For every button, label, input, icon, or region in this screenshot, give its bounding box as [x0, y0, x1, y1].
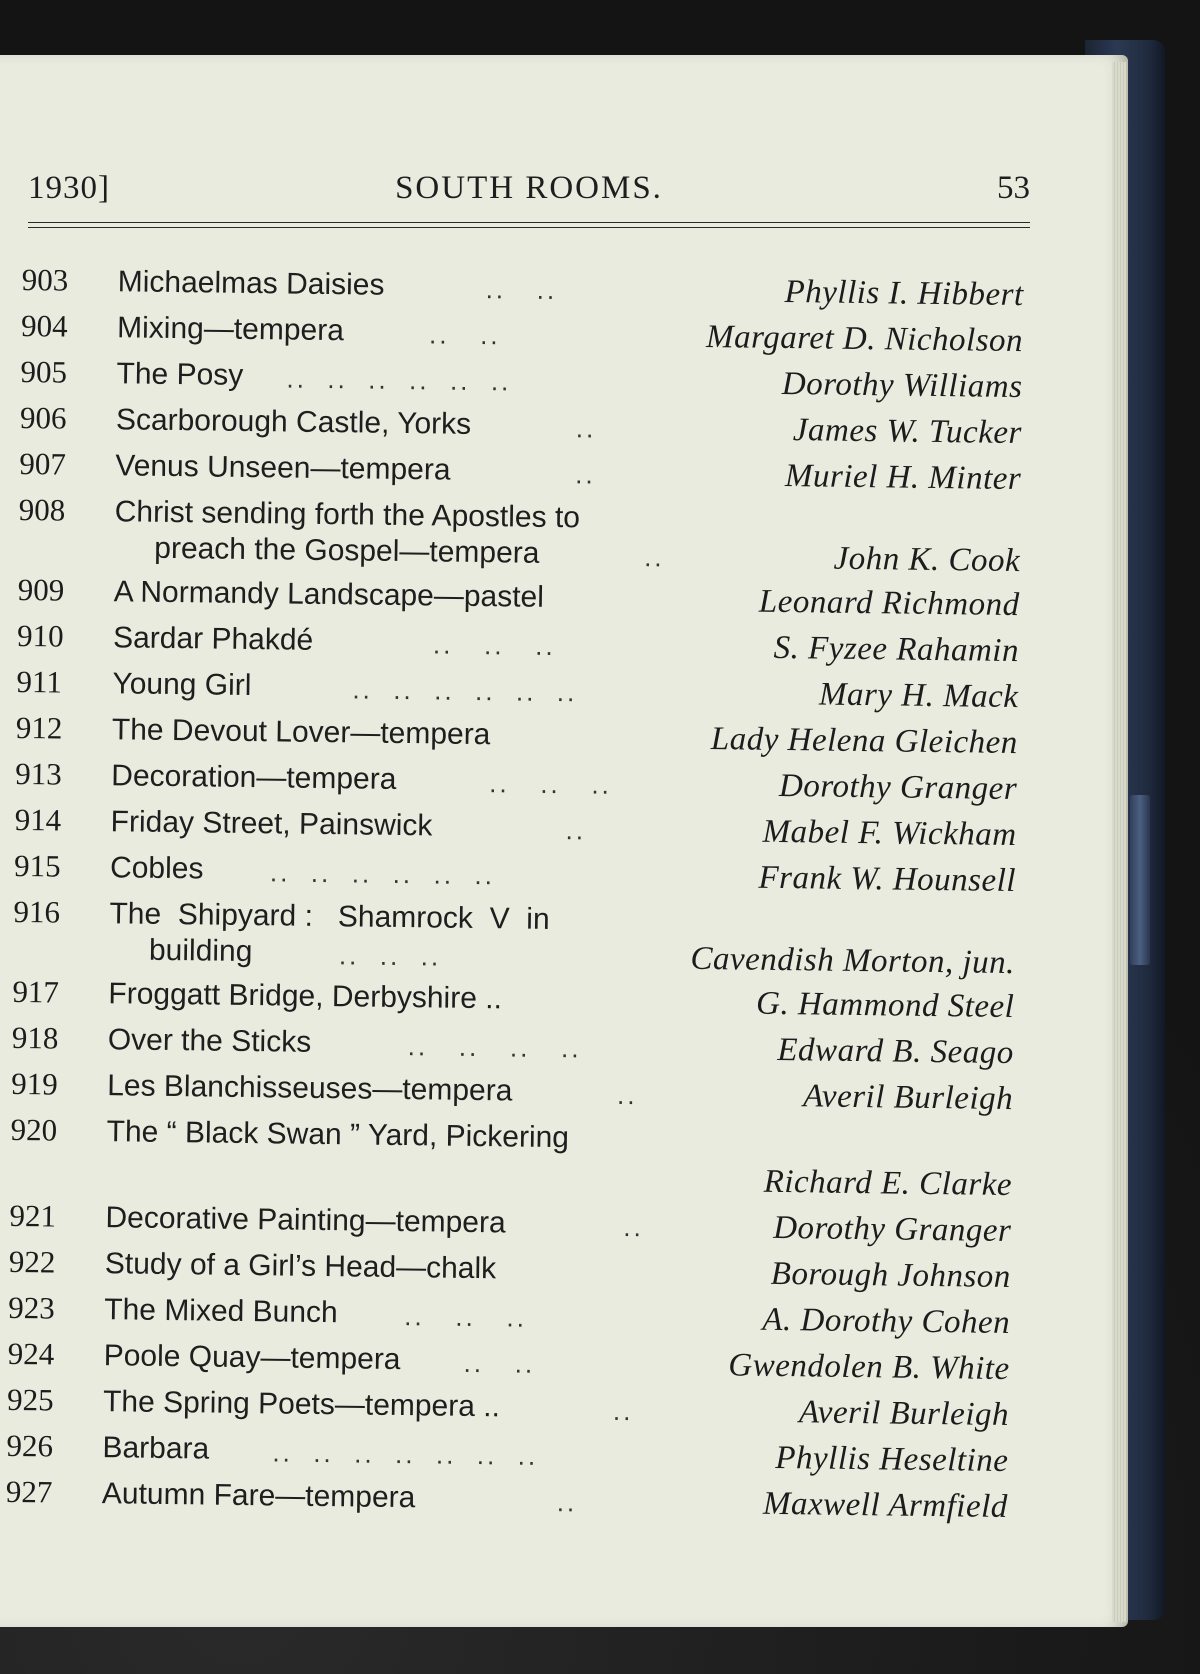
page-number: 53 [997, 170, 1030, 206]
entry-number: 922 [8, 1243, 56, 1280]
leader-dots: .. [643, 542, 665, 573]
entry-number: 905 [20, 353, 68, 390]
section-title: SOUTH ROOMS. [395, 170, 663, 206]
entry-number: 908 [18, 491, 66, 528]
leader-dots: .. [623, 1211, 645, 1243]
entry-title: Froggatt Bridge, Derbyshire .. [108, 977, 503, 1016]
entry-title: Sardar Phakdé [112, 621, 314, 657]
entry-number: 911 [16, 663, 63, 700]
entry-title: Friday Street, Painswick [110, 805, 433, 843]
entry-title: Christ sending forth the Apostles to [114, 495, 581, 535]
entry-artist: Cavendish Morton, jun. [690, 940, 1016, 982]
entry-artist: Dorothy Granger [772, 1209, 1012, 1250]
entry-title: Autumn Fare—tempera [101, 1477, 416, 1515]
entry-title: The Posy [116, 357, 244, 392]
entry-number: 927 [5, 1473, 53, 1510]
leader-dots: .. [565, 815, 587, 846]
entry-title: Decoration—tempera [111, 759, 397, 796]
entry-artist: S. Fyzee Rahamin [773, 629, 1020, 670]
entry-title: Mixing—tempera [116, 311, 345, 348]
leader-dots: .. .. [485, 274, 558, 306]
entry-number: 923 [8, 1289, 56, 1326]
entry-number: 918 [11, 1019, 59, 1056]
entry-title: Decorative Painting—tempera [105, 1201, 506, 1240]
entry-title: The “ Black Swan ” Yard, Pickering [106, 1115, 570, 1155]
entry-number: 906 [19, 399, 67, 436]
leader-dots: .. [575, 413, 597, 444]
header-year: 1930] [28, 170, 110, 206]
header-rule [28, 222, 1030, 228]
entry-title: The Spring Poets—tempera .. [102, 1385, 501, 1424]
entry-number: 913 [15, 755, 63, 792]
catalogue-list [6, 262, 1042, 1533]
entry-title: Scarborough Castle, Yorks [115, 403, 472, 441]
leader-dots: .. .. .. .. .. .. [286, 363, 512, 397]
page-header [28, 170, 1030, 216]
entry-title: The Mixed Bunch [104, 1293, 338, 1330]
entry-title: Study of a Girl’s Head—chalk [104, 1247, 497, 1286]
entry-artist: Averil Burleigh [802, 1078, 1014, 1118]
entry-number: 914 [14, 801, 62, 838]
entry-artist: Muriel H. Minter [784, 458, 1022, 498]
entry-artist: Dorothy Granger [778, 767, 1018, 808]
entry-number: 916 [13, 893, 61, 930]
leader-dots: .. .. [463, 1347, 536, 1379]
entry-artist: James W. Tucker [792, 412, 1023, 452]
entry-artist: Margaret D. Nicholson [705, 318, 1024, 360]
entry-artist: Phyllis I. Hibbert [784, 273, 1024, 314]
entry-artist: G. Hammond Steel [755, 985, 1015, 1026]
leader-dots: .. .. .. .. [407, 1031, 582, 1064]
entry-title: Venus Unseen—tempera [115, 449, 451, 487]
entry-number: 912 [15, 709, 63, 746]
entry-number: 904 [20, 307, 68, 344]
page-edges [1112, 62, 1126, 1622]
leader-dots: .. .. .. [489, 768, 613, 800]
entry-title: The Devout Lover—tempera [111, 713, 491, 752]
entry-number: 925 [6, 1381, 54, 1418]
entry-number: 920 [10, 1111, 58, 1148]
entry-number: 903 [21, 262, 69, 298]
entry-artist: Richard E. Clarke [763, 1163, 1013, 1204]
entry-title-continued: preach the Gospel—tempera [154, 531, 540, 570]
entry-number: 926 [6, 1427, 54, 1464]
entry-title: Michaelmas Daisies [117, 265, 385, 302]
bookmark-ribbon [1130, 795, 1150, 965]
entry-title: Young Girl [112, 667, 252, 703]
entry-title: Cobles [109, 851, 204, 886]
entry-number: 910 [16, 617, 64, 654]
entry-number: 924 [7, 1335, 55, 1372]
leader-dots: .. .. .. .. .. .. [352, 674, 578, 708]
entry-number: 917 [12, 973, 60, 1010]
leader-dots: .. .. .. .. .. .. .. [272, 1437, 539, 1471]
leader-dots: .. [575, 459, 596, 490]
leader-dots: .. .. .. [432, 629, 556, 662]
entry-artist: Gwendolen B. White [728, 1347, 1010, 1388]
entry-artist: Maxwell Armfield [762, 1485, 1009, 1526]
leader-dots: .. [616, 1079, 638, 1111]
leader-dots: .. [612, 1395, 634, 1427]
entry-artist: Mabel F. Wickham [762, 813, 1017, 854]
entry-title: Barbara [102, 1431, 210, 1466]
catalogue-entry [18, 492, 1039, 585]
catalogue-entry [10, 1112, 1031, 1211]
entry-artist: Frank W. Hounsell [758, 859, 1017, 900]
entry-number: 907 [19, 445, 67, 482]
catalogue-entry [13, 894, 1034, 987]
leader-dots: .. .. .. [404, 1301, 528, 1333]
leader-dots: .. .. .. .. .. .. [269, 857, 496, 891]
entry-artist: Leonard Richmond [758, 583, 1020, 624]
entry-title: A Normandy Landscape—pastel [113, 575, 545, 614]
entry-artist: Phyllis Heseltine [775, 1439, 1009, 1480]
entry-artist: John K. Cook [833, 540, 1021, 580]
entry-title: The Shipyard : Shamrock V in [109, 897, 550, 936]
leader-dots: .. .. [428, 319, 501, 351]
entry-number: 915 [13, 847, 61, 884]
entry-artist: Edward B. Seago [777, 1031, 1014, 1072]
entry-title: Over the Sticks [107, 1023, 312, 1059]
entry-artist: Lady Helena Gleichen [710, 721, 1019, 762]
entry-number: 921 [9, 1197, 57, 1234]
entry-number: 909 [17, 571, 65, 608]
entry-title-continued: building [148, 933, 253, 969]
leader-dots: .. .. .. [338, 940, 442, 972]
entry-artist: Dorothy Williams [781, 365, 1023, 406]
entry-number: 919 [11, 1065, 58, 1102]
entry-artist: Averil Burleigh [798, 1394, 1010, 1434]
entry-title: Poole Quay—tempera [103, 1339, 401, 1377]
entry-artist: A. Dorothy Cohen [762, 1301, 1011, 1342]
entry-artist: Mary H. Mack [818, 676, 1019, 716]
leader-dots: .. [556, 1487, 578, 1518]
entry-title: Les Blanchisseuses—tempera [107, 1069, 513, 1108]
entry-artist: Borough Johnson [770, 1255, 1012, 1296]
